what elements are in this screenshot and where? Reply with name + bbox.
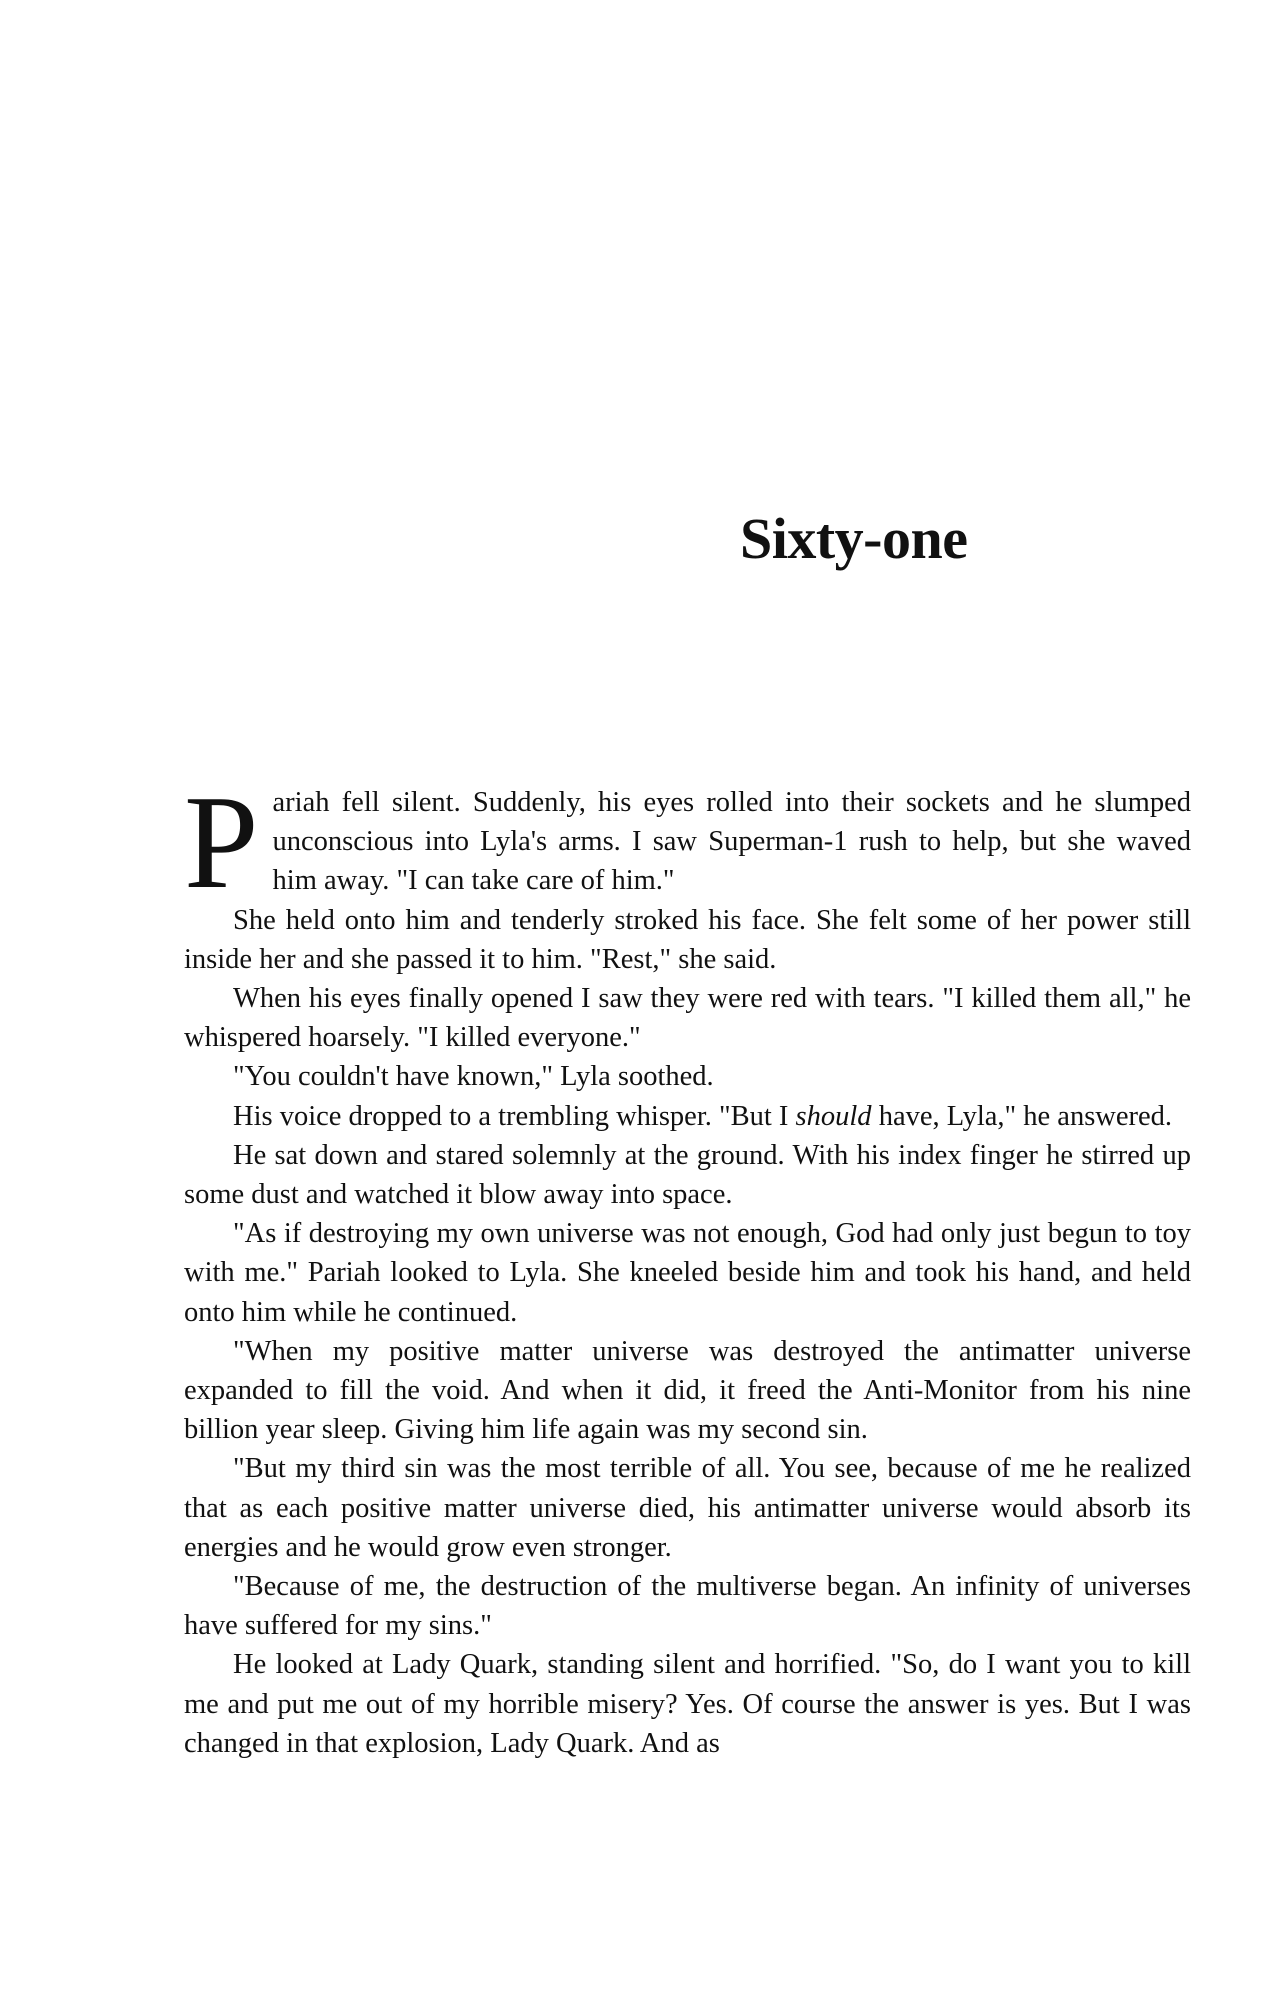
paragraph-4: "You couldn't have known," Lyla soothed. (233, 1061, 714, 1093)
paragraph-8: "When my positive matter universe was destroyed the antimatter universe expanded to fill the void. And when it did, it freed the Anti-Monitor from his nine billion year sleep. Giving him life again was my second sin. (184, 1335, 1191, 1446)
drop-cap: P (184, 768, 259, 916)
paragraph-5-after: have, Lyla," he answered. (871, 1100, 1173, 1132)
chapter-title: Sixty-one (740, 506, 968, 571)
paragraph-7: "As if destroying my own universe was not enough, God had only just begun to toy with me." Pariah looked to Lyla. She kneeled beside him and took his hand, and held onto him while he continued. (184, 1218, 1191, 1328)
chapter-body (184, 768, 1191, 1763)
paragraph-1-text: ariah fell silent. Suddenly, his eyes rolled into their sockets and he slumped unconscious into Lyla's arms. I saw Superman-1 rush to help, but she waved him away. "I can take care of him." (272, 787, 1191, 897)
paragraph-3: When his eyes finally opened I saw they were red with tears. "I killed them all," he whispered hoarsely. "I killed everyone." (184, 983, 1191, 1054)
paragraph-5 (184, 1097, 1191, 1136)
paragraph-5-before: His voice dropped to a trembling whisper. "But I (233, 1100, 796, 1132)
paragraph-6: He sat down and stared solemnly at the ground. With his index finger he stirred up some dust and watched it blow away into space. (184, 1139, 1191, 1211)
paragraph-9: "But my third sin was the most terrible of all. You see, because of me he realized that as each positive matter universe died, his antimatter universe would absorb its energies and he would grow even stronger. (184, 1453, 1191, 1563)
paragraph-1 (184, 768, 1191, 916)
paragraph-2: She held onto him and tenderly stroked his face. She felt some of her power still inside her and she passed it to him. "Rest," she said. (184, 904, 1191, 975)
paragraph-10: "Because of me, the destruction of the multiverse began. An infinity of universes have suffered for my sins." (184, 1571, 1191, 1642)
paragraph-11: He looked at Lady Quark, standing silent and horrified. "So, do I want you to kill me and put me out of my horrible misery? Yes. Of course the answer is yes. But I was changed in that explosion, Lady Quark. And as (184, 1649, 1191, 1759)
paragraph-5-emphasis: should (795, 1100, 872, 1132)
